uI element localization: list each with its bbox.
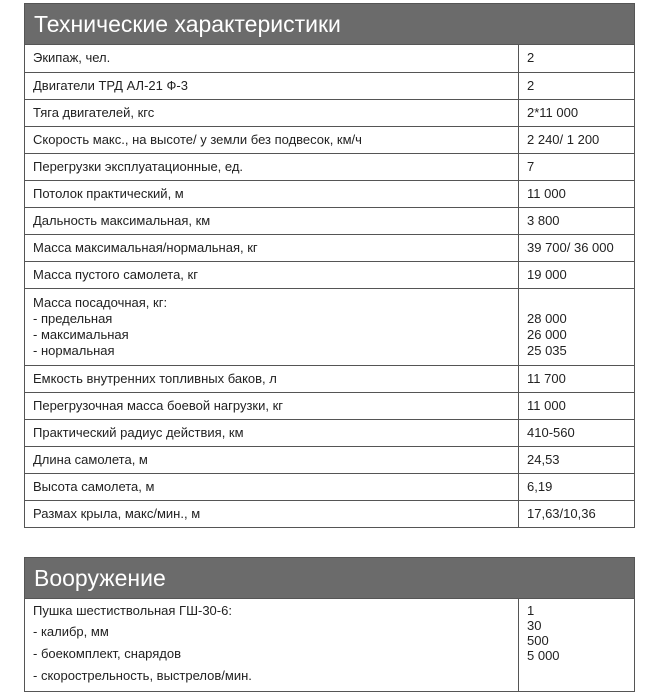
armament-value: 5 000 xyxy=(527,648,560,663)
spec-value: 2 xyxy=(519,72,635,99)
landing-label: - предельная xyxy=(33,310,113,326)
spec-label xyxy=(25,288,519,365)
spec-value: 7 xyxy=(519,153,635,180)
spec-row xyxy=(25,153,634,180)
spec-row xyxy=(25,446,634,473)
spec-label: Перегрузочная масса боевой нагрузки, кг xyxy=(25,392,519,419)
spec-value: 17,63/10,36 xyxy=(519,500,635,527)
landing-value: 28 000 xyxy=(527,310,567,326)
spec-label: Масса максимальная/нормальная, кг xyxy=(25,234,519,261)
spec-label: Двигатели ТРД АЛ-21 Ф-3 xyxy=(25,72,519,99)
spec-row xyxy=(25,126,634,153)
landing-value: 25 035 xyxy=(527,342,567,358)
spec-value: 19 000 xyxy=(519,261,635,288)
spec-value: 11 700 xyxy=(519,365,635,392)
spec-value: 11 000 xyxy=(519,180,635,207)
spec-label: Скорость макс., на высоте/ у земли без подвесок, км/ч xyxy=(25,126,519,153)
spec-label: Потолок практический, м xyxy=(25,180,519,207)
spec-value: 2 240/ 1 200 xyxy=(519,126,635,153)
spec-label: Масса пустого самолета, кг xyxy=(25,261,519,288)
specs-table xyxy=(25,45,634,527)
armament-label: Пушка шестиствольная ГШ-30-6: xyxy=(33,603,232,618)
spec-row xyxy=(25,99,634,126)
spec-value: 410-560 xyxy=(519,419,635,446)
landing-label: - нормальная xyxy=(33,342,115,358)
spec-value: 24,53 xyxy=(519,446,635,473)
spec-row xyxy=(25,365,634,392)
specs-title: Технические характеристики xyxy=(25,4,634,45)
spec-value: 3 800 xyxy=(519,207,635,234)
armament-label: - скорострельность, выстрелов/мин. xyxy=(33,668,252,683)
spec-label: Емкость внутренних топливных баков, л xyxy=(25,365,519,392)
spec-value: 6,19 xyxy=(519,473,635,500)
spec-row-landing-mass xyxy=(25,288,634,365)
spec-row xyxy=(25,180,634,207)
spec-label: Дальность максимальная, км xyxy=(25,207,519,234)
spec-label: Размах крыла, макс/мин., м xyxy=(25,500,519,527)
armament-panel xyxy=(24,557,635,692)
armament-row xyxy=(25,599,634,691)
spec-label: Практический радиус действия, км xyxy=(25,419,519,446)
armament-label: - боекомплект, снарядов xyxy=(33,646,182,661)
spec-label: Длина самолета, м xyxy=(25,446,519,473)
spec-value: 11 000 xyxy=(519,392,635,419)
landing-value: 26 000 xyxy=(527,326,567,342)
spec-row xyxy=(25,261,634,288)
spec-value: 2*11 000 xyxy=(519,99,635,126)
armament-table xyxy=(25,599,634,691)
armament-label: - калибр, мм xyxy=(33,624,109,639)
spec-row xyxy=(25,500,634,527)
specs-panel xyxy=(24,3,635,528)
spec-label: Тяга двигателей, кгс xyxy=(25,99,519,126)
landing-label: Масса посадочная, кг: xyxy=(33,294,168,310)
armament-values-cell xyxy=(519,599,635,691)
spec-label: Высота самолета, м xyxy=(25,473,519,500)
spec-label: Экипаж, чел. xyxy=(25,45,519,72)
spec-value: 2 xyxy=(519,45,635,72)
spec-row xyxy=(25,473,634,500)
armament-value: 30 xyxy=(527,618,542,633)
armament-title: Вооружение xyxy=(25,558,634,599)
spec-value: 39 700/ 36 000 xyxy=(519,234,635,261)
spec-row xyxy=(25,234,634,261)
armament-labels-cell xyxy=(25,599,519,691)
spec-row xyxy=(25,72,634,99)
armament-value: 1 xyxy=(527,603,535,618)
armament-value: 500 xyxy=(527,633,549,648)
spec-label: Перегрузки эксплуатационные, ед. xyxy=(25,153,519,180)
spec-row xyxy=(25,419,634,446)
landing-label: - максимальная xyxy=(33,326,129,342)
spec-row xyxy=(25,45,634,72)
spec-row xyxy=(25,392,634,419)
spec-row xyxy=(25,207,634,234)
spec-value xyxy=(519,288,635,365)
